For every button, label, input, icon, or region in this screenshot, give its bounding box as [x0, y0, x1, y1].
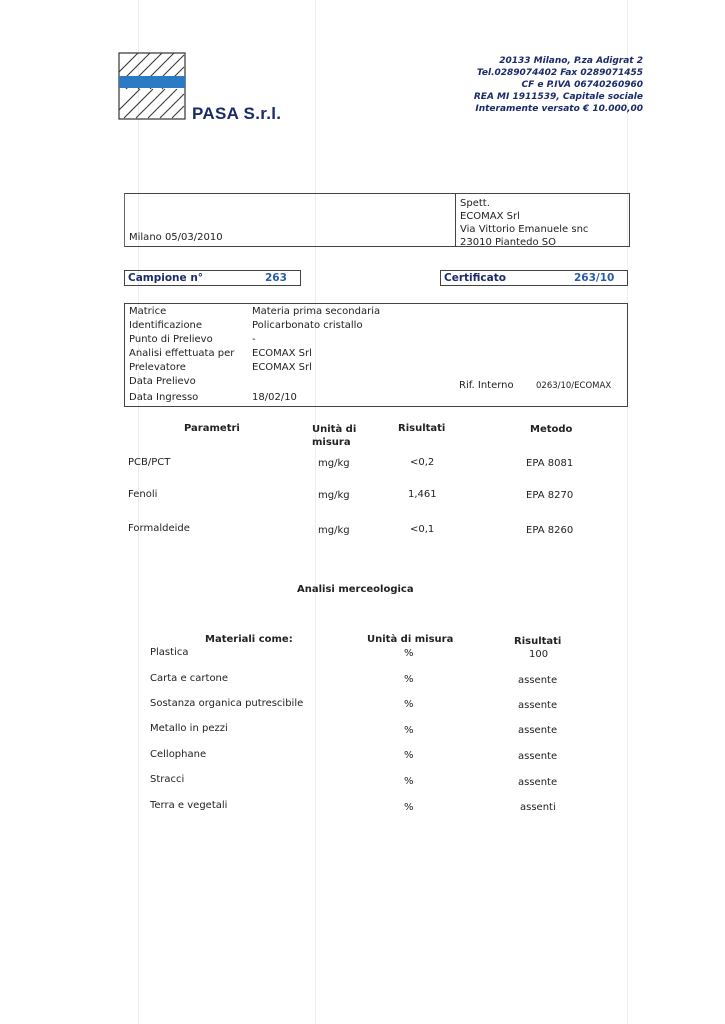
merceologica-title: Analisi merceologica: [297, 584, 414, 595]
material-name: Sostanza organica putrescibile: [150, 698, 304, 709]
material-unit: %: [404, 750, 414, 761]
param-unit: mg/kg: [318, 490, 350, 501]
material-name: Plastica: [150, 647, 189, 658]
material-name: Carta e cartone: [150, 673, 229, 684]
material-unit: %: [404, 802, 414, 813]
campione-label: Campione n°: [128, 272, 204, 284]
info-label: Data Ingresso: [129, 392, 199, 403]
material-unit: %: [404, 648, 414, 659]
company-contact-info: [474, 55, 643, 115]
material-result: assenti: [520, 802, 556, 813]
param-header: Parametri: [184, 423, 240, 434]
param-unit: mg/kg: [318, 525, 350, 536]
param-result: <0,2: [410, 457, 435, 468]
certificato-label: Certificato: [444, 272, 506, 284]
recipient-line: Via Vittorio Emanuele snc: [460, 224, 589, 235]
material-name: Cellophane: [150, 749, 207, 760]
address-line: CF e P.IVA 06740260960: [521, 80, 643, 90]
param-name: Fenoli: [128, 489, 158, 500]
info-value: ECOMAX Srl: [252, 348, 312, 359]
material-result: assente: [518, 700, 558, 711]
info-value: ECOMAX Srl: [252, 362, 312, 373]
material-name: Terra e vegetali: [150, 800, 228, 811]
document-date: Milano 05/03/2010: [129, 232, 223, 243]
param-method: EPA 8260: [526, 525, 574, 536]
info-label: Punto di Prelievo: [129, 334, 213, 345]
scan-line: [627, 0, 628, 1024]
material-unit: %: [404, 674, 414, 685]
scan-line: [138, 0, 139, 1024]
date-recipient-box: [124, 193, 630, 247]
address-line: REA MI 1911539, Capitale sociale: [473, 92, 643, 102]
info-label: Data Prelievo: [129, 376, 196, 387]
material-unit: %: [404, 776, 414, 787]
material-result: assente: [518, 725, 558, 736]
material-result: assente: [518, 777, 558, 788]
merc-unit-header: Unità di misura: [367, 634, 454, 645]
param-result: 1,461: [408, 489, 437, 500]
info-label: Matrice: [129, 306, 167, 317]
material-unit: %: [404, 699, 414, 710]
sample-info-box: [124, 303, 628, 407]
address-line: 20133 Milano, P.za Adigrat 2: [499, 56, 643, 66]
param-result: <0,1: [410, 524, 435, 535]
recipient-line: ECOMAX Srl: [460, 211, 520, 222]
recipient-address: [460, 197, 588, 249]
campione-cell: [124, 270, 301, 286]
material-result: assente: [518, 675, 558, 686]
company-logo: [118, 52, 186, 120]
rif-interno-value: 0263/10/ECOMAX: [536, 381, 612, 391]
sample-row: [124, 270, 628, 286]
material-name: Stracci: [150, 774, 185, 785]
recipient-line: 23010 Piantedo SO: [460, 237, 556, 248]
info-label: Prelevatore: [129, 362, 186, 373]
recipient-line: Spett.: [460, 198, 490, 209]
certificato-cell: [440, 270, 628, 286]
info-value: Materia prima secondaria: [252, 306, 381, 317]
info-label: Identificazione: [129, 320, 203, 331]
material-result: assente: [518, 751, 558, 762]
param-method: EPA 8081: [526, 458, 574, 469]
address-line: Interamente versato € 10.000,00: [475, 104, 643, 114]
box-divider: [455, 194, 456, 246]
param-unit: mg/kg: [318, 458, 350, 469]
campione-value: 263: [265, 272, 287, 284]
merc-result-header: Risultati: [514, 636, 562, 647]
param-name: Formaldeide: [128, 523, 190, 534]
unit-header: Unità di misura: [312, 424, 357, 448]
material-unit: %: [404, 725, 414, 736]
info-value: -: [252, 334, 256, 345]
param-method: EPA 8270: [526, 490, 574, 501]
address-line: Tel.0289074402 Fax 0289071455: [476, 68, 643, 78]
method-header: Metodo: [530, 424, 573, 435]
rif-interno-label: Rif. Interno: [459, 380, 514, 391]
material-result: 100: [529, 649, 549, 660]
result-header: Risultati: [398, 423, 446, 434]
scan-line: [315, 0, 316, 1024]
material-header: Materiali come:: [205, 634, 293, 645]
material-name: Metallo in pezzi: [150, 723, 228, 734]
info-value: Policarbonato cristallo: [252, 320, 363, 331]
param-name: PCB/PCT: [128, 457, 171, 468]
certificato-value: 263/10: [574, 272, 615, 284]
info-value: 18/02/10: [252, 392, 297, 403]
company-name: PASA S.r.l.: [192, 104, 282, 123]
info-label: Analisi effettuata per: [129, 348, 235, 359]
